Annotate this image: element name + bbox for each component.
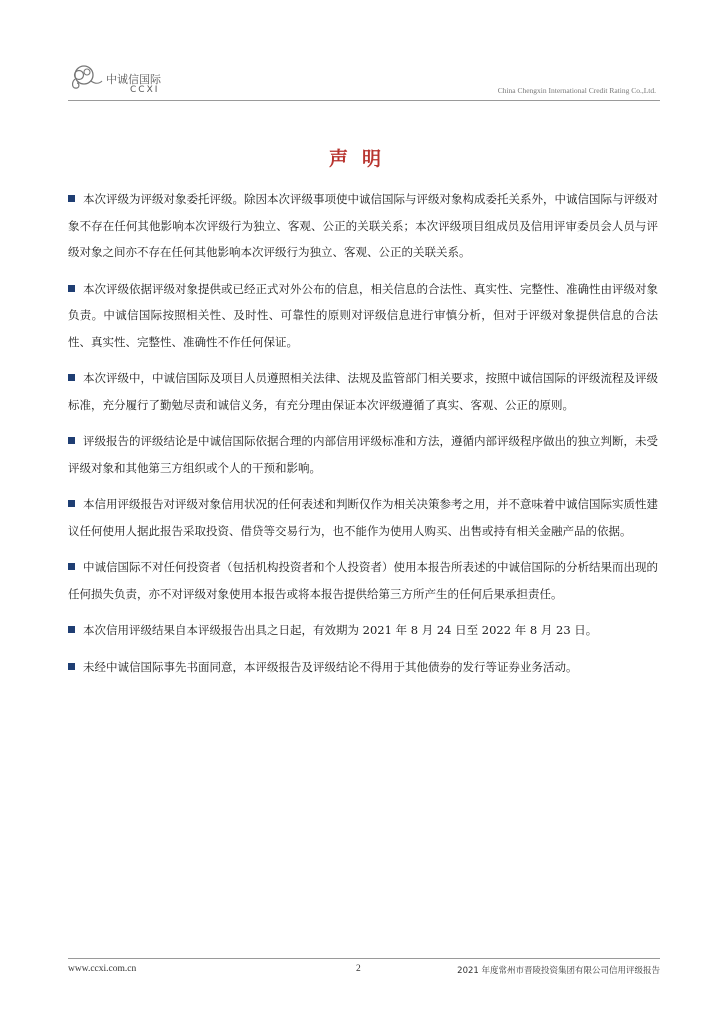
footer-report-title: 2021 年度常州市晋陵投资集团有限公司信用评级报告	[457, 966, 660, 976]
statement-text: 评级报告的评级结论是中诚信国际依据合理的内部信用评级标准和方法，遵循内部评级程序做出的独立判断，未受评级对象和其他第三方组织或个人的干预和影响。	[68, 434, 658, 475]
elephant-logo-icon	[68, 62, 104, 94]
statement-item	[68, 186, 658, 266]
square-bullet-icon	[68, 195, 75, 202]
statement-text: 本次信用评级结果自本评级报告出具之日起，有效期为 2021 年 8 月 24 日至 2022 年 8 月 23 日。	[83, 623, 598, 637]
statement-item	[68, 428, 658, 481]
statement-list	[68, 186, 658, 690]
statement-item	[68, 554, 658, 607]
company-english-name: China Chengxin International Credit Rating Co.,Ltd.	[497, 86, 656, 95]
statement-text: 中诚信国际不对任何投资者（包括机构投资者和个人投资者）使用本报告所表述的中诚信国际的分析结果而出现的任何损失负责，亦不对评级对象使用本报告或将本报告提供给第三方所产生的任何后果承担责任。	[68, 560, 658, 601]
logo-chinese-name: 中诚信国际	[106, 73, 161, 86]
square-bullet-icon	[68, 663, 75, 670]
square-bullet-icon	[68, 374, 75, 381]
square-bullet-icon	[68, 500, 75, 507]
statement-item	[68, 654, 658, 681]
footer-divider	[68, 958, 660, 959]
square-bullet-icon	[68, 563, 75, 570]
statement-text: 本次评级为评级对象委托评级。除因本次评级事项使中诚信国际与评级对象构成委托关系外，中诚信国际与评级对象不存在任何其他影响本次评级行为独立、客观、公正的关联关系；本次评级项目组成员及信用评审委员会人员与评级对象之间亦不存在任何其他影响本次评级行为独立、客观、公正的关联关系。	[68, 192, 658, 259]
statement-text: 本信用评级报告对评级对象信用状况的任何表述和判断仅作为相关决策参考之用，并不意味着中诚信国际实质性建议任何使用人据此报告采取投资、借贷等交易行为，也不能作为使用人购买、出售或持有相关金融产品的依据。	[68, 497, 658, 538]
statement-item	[68, 491, 658, 544]
square-bullet-icon	[68, 626, 75, 633]
footer-website: www.ccxi.com.cn	[68, 964, 137, 974]
statement-text: 本次评级依据评级对象提供或已经正式对外公布的信息，相关信息的合法性、真实性、完整性、准确性由评级对象负责。中诚信国际按照相关性、及时性、可靠性的原则对评级信息进行审慎分析，但对于评级对象提供信息的合法性、真实性、完整性、准确性不作任何保证。	[68, 281, 658, 349]
statement-text: 未经中诚信国际事先书面同意，本评级报告及评级结论不得用于其他债券的发行等证券业务活动。	[83, 659, 578, 674]
page-header	[68, 58, 660, 104]
square-bullet-icon	[68, 285, 75, 292]
statement-text: 本次评级中，中诚信国际及项目人员遵照相关法律、法规及监管部门相关要求，按照中诚信国际的评级流程及评级标准，充分履行了勤勉尽责和诚信义务，有充分理由保证本次评级遵循了真实、客观、公正的原则。	[68, 371, 658, 412]
statement-item	[68, 276, 658, 356]
square-bullet-icon	[68, 437, 75, 444]
logo-english-name: CCXI	[130, 85, 160, 95]
statement-item	[68, 617, 658, 644]
header-divider	[68, 100, 660, 101]
page-number: 2	[356, 964, 361, 974]
page-title: 声明	[328, 148, 395, 170]
statement-item	[68, 365, 658, 418]
ccxi-logo	[68, 58, 168, 98]
